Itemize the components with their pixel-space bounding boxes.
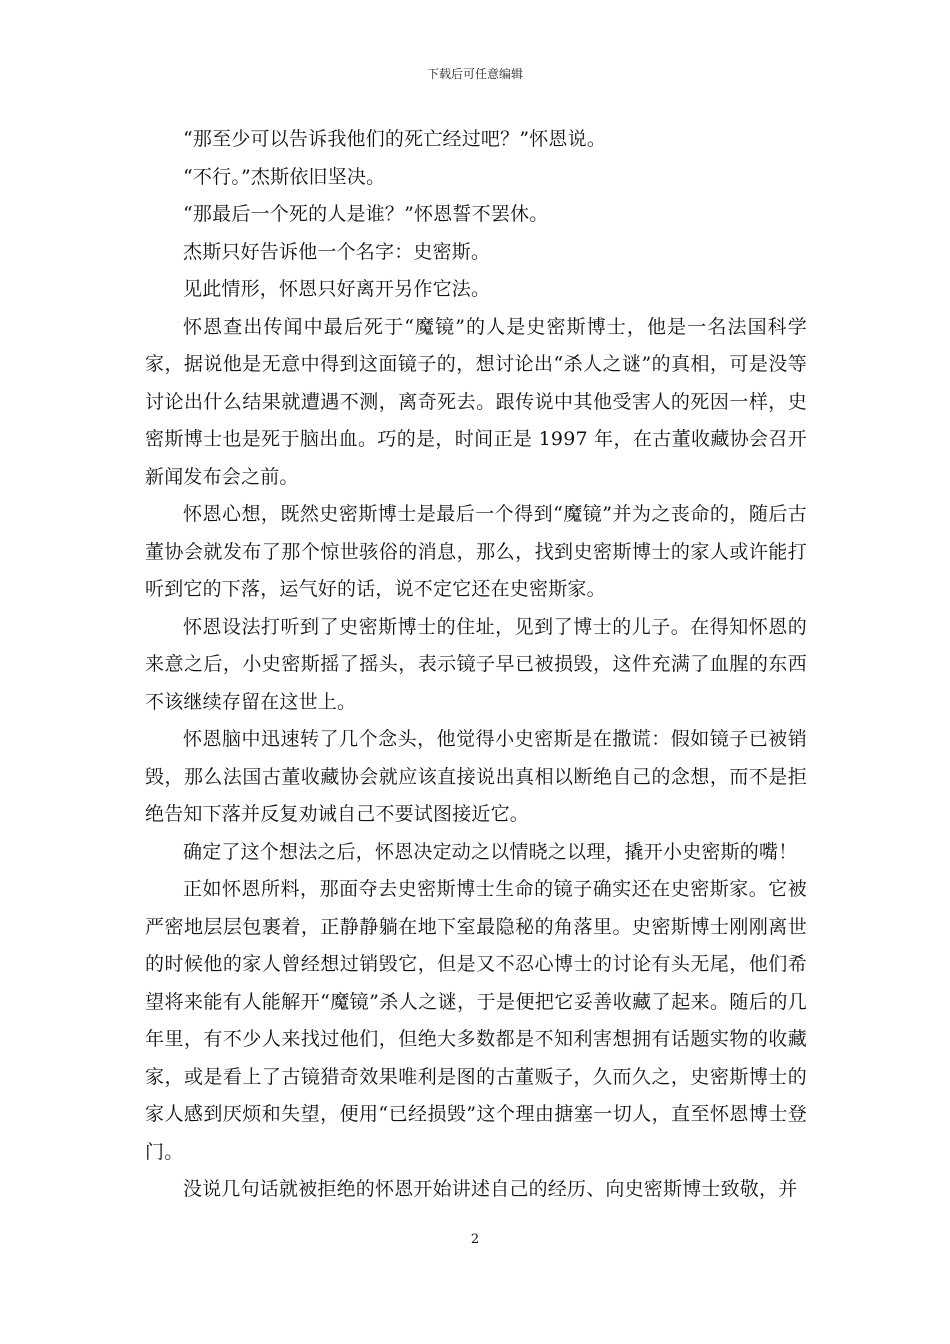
paragraph: 怀恩心想，既然史密斯博士是最后一个得到“魔镜”并为之丧命的，随后古董协会就发布了那个惊世骇俗的消息，那么，找到史密斯博士的家人或许能打听到它的下落，运气好的话，说不定它还在史密斯家。 xyxy=(145,503,807,600)
paragraph: 正如怀恩所料，那面夺去史密斯博士生命的镜子确实还在史密斯家。它被严密地层层包裹着，正静静躺在地下室最隐秘的角落里。史密斯博士刚刚离世的时候他的家人曾经想过销毁它，但是又不忍心博士的讨论有头无尾，他们希望将来能有人能解开“魔镜”杀人之谜，于是便把它妥善收藏了起来。随后的几年里，有不少人来找过他们，但绝大多数都是不知利害想拥有话题实物的收藏家，或是看上了古镜猎奇效果唯利是图的古董贩子，久而久之，史密斯博士的家人感到厌烦和失望，便用“已经损毁”这个理由搪塞一切人，直至怀恩博士登门。 xyxy=(145,878,807,1163)
paragraph: 怀恩查出传闻中最后死于“魔镜”的人是史密斯博士，他是一名法国科学家，据说他是无意中得到这面镜子的，想讨论出“杀人之谜”的真相，可是没等讨论出什么结果就遭遇不测，离奇死去。跟传说中其他受害人的死因一样，史密斯博士也是死于脑出血。巧的是，时间正是 1997 年，在古董收藏协会召开新闻发布会之前。 xyxy=(145,315,807,488)
paragraph: 怀恩设法打听到了史密斯博士的住址，见到了博士的儿子。在得知怀恩的来意之后，小史密斯摇了摇头，表示镜子早已被损毁，这件充满了血腥的东西不该继续存留在这世上。 xyxy=(145,615,807,713)
paragraph: 见此情形，怀恩只好离开另作它法。 xyxy=(183,278,491,300)
paragraph: 没说几句话就被拒绝的怀恩开始讲述自己的经历、向史密斯博士致敬，并 xyxy=(183,1178,798,1200)
paragraph: 怀恩脑中迅速转了几个念头，他觉得小史密斯是在撒谎：假如镜子已被销毁，那么法国古董收藏协会就应该直接说出真相以断绝自己的念想，而不是拒绝告知下落并反复劝诫自己不要试图接近它。 xyxy=(145,728,807,825)
paragraph: 确定了这个想法之后，怀恩决定动之以情晓之以理，撬开小史密斯的嘴！ xyxy=(183,840,798,863)
paragraph: “那最后一个死的人是谁？”怀恩誓不罢休。 xyxy=(183,203,549,225)
paragraph: “那至少可以告诉我他们的死亡经过吧？”怀恩说。 xyxy=(183,128,607,150)
paragraph: 杰斯只好告诉他一个名字：史密斯。 xyxy=(183,240,491,263)
page-header: 下载后可任意编辑 xyxy=(426,67,523,81)
page-number: 2 xyxy=(470,1232,480,1247)
document-body xyxy=(145,121,807,1209)
paragraph: “不行。”杰斯依旧坚决。 xyxy=(183,165,386,188)
